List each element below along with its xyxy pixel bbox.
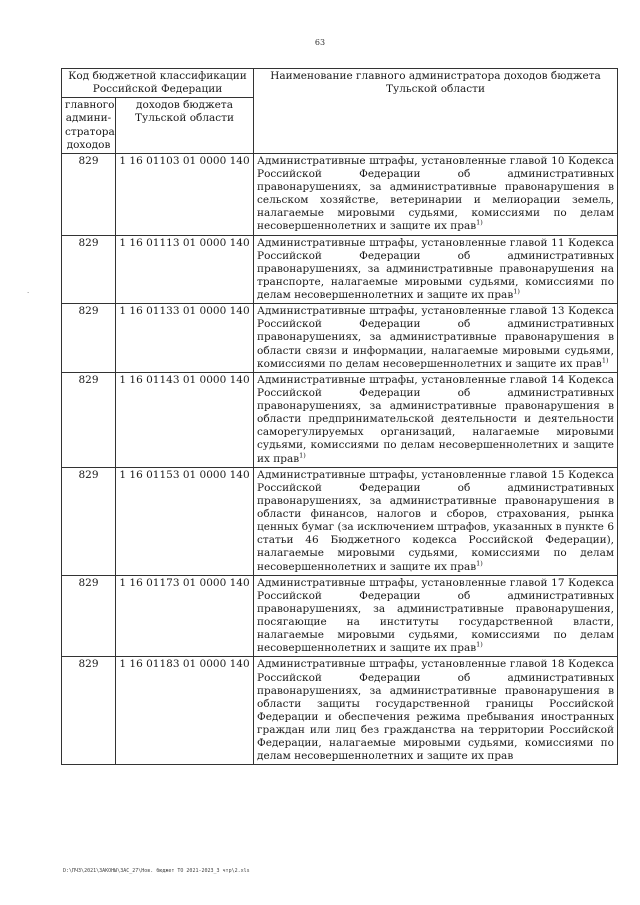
- description-text: Административные штрафы, установленные главой 14 Кодекса Российской Федерации об административных правонарушениях, за административные правонарушения в области предпринимательской деятельности и деятельности саморегулируемых организаций, налагаемые мировыми судьями, комиссиями по делам несовершеннолетних и защите их прав: [257, 373, 615, 465]
- footnote-marker: 1): [476, 218, 483, 227]
- description-text: Административные штрафы, установленные главой 18 Кодекса Российской Федерации об административных правонарушениях, за административные правонарушения в области защиты государственной границы Российской Федерации и обеспечения режима пребывания иностранных граждан или лиц без гражданства на территории Российской Федерации, налагаемые мировыми судьями, комиссиями по делам несовершеннолетних и защите их прав: [257, 658, 615, 763]
- table-row: [62, 657, 618, 765]
- income-code-cell: 1 16 01153 01 0000 140: [116, 467, 254, 575]
- description-cell: [254, 575, 618, 657]
- table-row: [62, 304, 618, 373]
- table-row: [62, 372, 618, 467]
- income-code-cell: 1 16 01103 01 0000 140: [116, 153, 254, 235]
- description-cell: [254, 467, 618, 575]
- table-row: [62, 467, 618, 575]
- admin-code-cell: 829: [62, 304, 116, 373]
- header-col-income: доходов бюджета Тульской области: [116, 98, 254, 154]
- admin-code-cell: 829: [62, 575, 116, 657]
- income-code-cell: 1 16 01113 01 0000 140: [116, 235, 254, 304]
- description-cell: [254, 153, 618, 235]
- table-row: [62, 153, 618, 235]
- income-code-cell: 1 16 01183 01 0000 140: [116, 657, 254, 765]
- footnote-marker: 1): [601, 356, 609, 365]
- description-text: Административные штрафы, установленные главой 11 Кодекса Российской Федерации об административных правонарушениях, за административные правонарушения на транспорте, налагаемые мировыми судьями, комиссиями по делам несовершеннолетних и защите их прав: [257, 236, 615, 301]
- page-number: 63: [314, 38, 326, 47]
- header-code-group: Код бюджетной классификации Российской Федерации: [62, 69, 254, 98]
- description-text: Административные штрафы, установленные главой 10 Кодекса Российской Федерации об административных правонарушениях, за административные правонарушения в сельском хозяйстве, ветеринарии и мелиорации земель, налагаемые мировыми судьями, комиссиями по делам несовершеннолетних и защите их прав: [257, 154, 615, 233]
- description-text: Административные штрафы, установленные главой 15 Кодекса Российской Федерации об административных правонарушениях, за административные правонарушения в области финансов, налогов и сборов, страхования, рынка ценных бумаг (за исключением штрафов, указанных в пункте 6 статьи 46 Бюджетного кодекса Российской Федерации), налагаемые мировыми судьями, комиссиями по делам несовершеннолетних и защите их прав: [257, 468, 615, 573]
- income-code-cell: 1 16 01133 01 0000 140: [116, 304, 254, 373]
- description-text: Административные штрафы, установленные главой 17 Кодекса Российской Федерации об административных правонарушениях, за административные правонарушения, посягающие на институты государственной власти, налагаемые мировыми судьями, комиссиями по делам несовершеннолетних и защите их прав: [257, 576, 615, 655]
- description-cell: [254, 372, 618, 467]
- admin-code-cell: 829: [62, 372, 116, 467]
- footnote-marker: 1): [476, 640, 483, 649]
- footnote-marker: 1): [476, 559, 483, 567]
- header-row-main: [62, 69, 618, 98]
- footnote-marker: 1): [299, 451, 306, 459]
- description-cell: [254, 657, 618, 765]
- admin-code-cell: 829: [62, 235, 116, 304]
- description-cell: [254, 235, 618, 304]
- admin-code-cell: 829: [62, 467, 116, 575]
- admin-code-cell: 829: [62, 153, 116, 235]
- description-text: Административные штрафы, установленные главой 13 Кодекса Российской Федерации об административных правонарушениях, за административные правонарушения в области связи и информации, налагаемые мировыми судьями, комиссиями по делам несовершеннолетних и защите их прав: [257, 305, 615, 370]
- header-name-group: Наименование главного администратора доходов бюджета Тульской области: [254, 69, 618, 154]
- table-row: [62, 235, 618, 304]
- description-cell: [254, 304, 618, 373]
- header-col-admin: главного админи-стратора доходов: [62, 98, 116, 154]
- table-row: [62, 575, 618, 657]
- margin-mark: ·: [27, 289, 30, 297]
- budget-classification-table: [61, 68, 618, 765]
- income-code-cell: 1 16 01143 01 0000 140: [116, 372, 254, 467]
- footer-file-path: D:\ПЧЗ\2021\ЗАКОНЫ\ЗАС_27\Нов. бюджет ТО 2021-2023_3 чтр\2.xls: [63, 868, 250, 874]
- admin-code-cell: 829: [62, 657, 116, 765]
- footnote-marker: 1): [513, 287, 520, 296]
- income-code-cell: 1 16 01173 01 0000 140: [116, 575, 254, 657]
